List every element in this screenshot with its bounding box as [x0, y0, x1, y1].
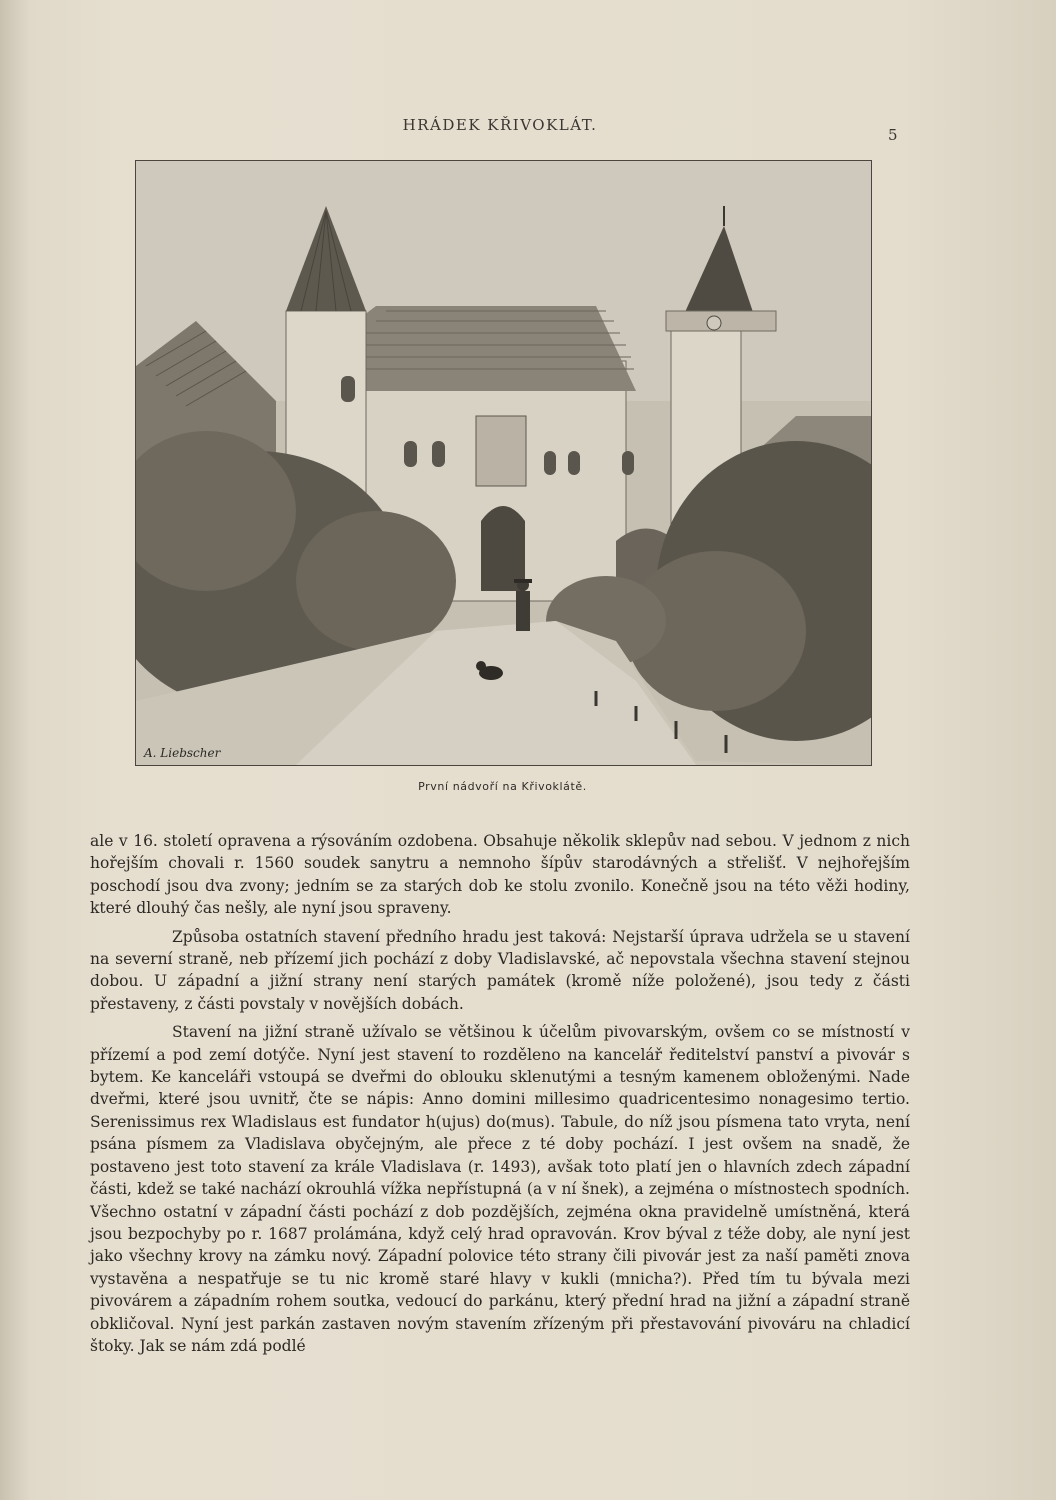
- figure-caption: První nádvoří na Křivoklátě.: [418, 780, 587, 793]
- body-text: [90, 830, 910, 1363]
- paragraph: Stavení na jižní straně užívalo se většinou k účelům pivovarským, ovšem co se místností v přízemí a pod zemí dotýče. Nyní jest stavení to rozděleno na kancelář ředitelství panství a pivovár s bytem. Ke kanceláři vstoupá se dveřmi do oblouku sklenutými a tesným kamenem obloženými. Nade dveřmi, které jsou uvnitř, čte se nápis: Anno domini millesimo quadricentesimo nonagesimo tertio. Serenissimus rex Wladislaus est fundator h(ujus) do(mus). Tabule, do níž jsou písmena tato vryta, není psána písmem za Vladislava obyčejným, ale přece z té doby pochází. I jest ovšem na snadě, že postaveno jest toto stavení za krále Vladislava (r. 1493), avšak toto platí jen o hlavních zdech západní části, kdež se také nachází okrouhlá vížka nepřístupná (a v ní šnek), a zejména o místnostech spodních. Všechno ostatní v západní části pochází z dob pozdějších, zejména okna pravidelně umístněná, která jsou bezpochyby po r. 1687 prolámána, když celý hrad opravován. Krov býval z téže doby, ale nyní jest jako všechny krovy na zámku nový. Západní polovice této strany čili pivovár jest za naší paměti znova vystavěna a nespatřuje se tu nic kromě staré hlavy v kukli (mnicha?). Před tím tu bývala mezi pivovárem a západním rohem soutka, vedoucí do parkánu, který přední hrad na jižní a západní straně obkličoval. Nyní jest parkán zastaven novým stavením zřízeným při přestavování pivováru na chladicí štoky. Jak se nám zdá podlé: [90, 1023, 910, 1355]
- artist-signature: A. Liebscher: [144, 746, 221, 760]
- paragraph: Způsoba ostatních stavení předního hradu jest taková: Nejstarší úprava udržela se u stavení na severní straně, neb přízemí jich pochází z doby Vladislavské, ač nepovstala všechna stavení stejnou dobou. U západní a jižní strany není starých památek (kromě níže položené), jsou tedy z části přestaveny, z části povstaly v novějších dobách.: [90, 927, 910, 1013]
- castle-illustration: [135, 160, 872, 766]
- running-title: HRÁDEK KŘIVOKLÁT.: [402, 116, 598, 134]
- page-number: 5: [888, 126, 898, 144]
- paragraph: ale v 16. století opravena a rýsováním ozdobena. Obsahuje několik sklepův nad sebou. V jednom z nich hořejším chovali r. 1560 soudek sanytru a nemnoho šípův starodávných a střelišť. V nejhořejším poschodí jsou dva zvony; jedním se za starých dob ke stolu zvonilo. Konečně jsou na této věži hodiny, které dlouhý čas nešly, ale nyní jsou spraveny.: [90, 832, 910, 918]
